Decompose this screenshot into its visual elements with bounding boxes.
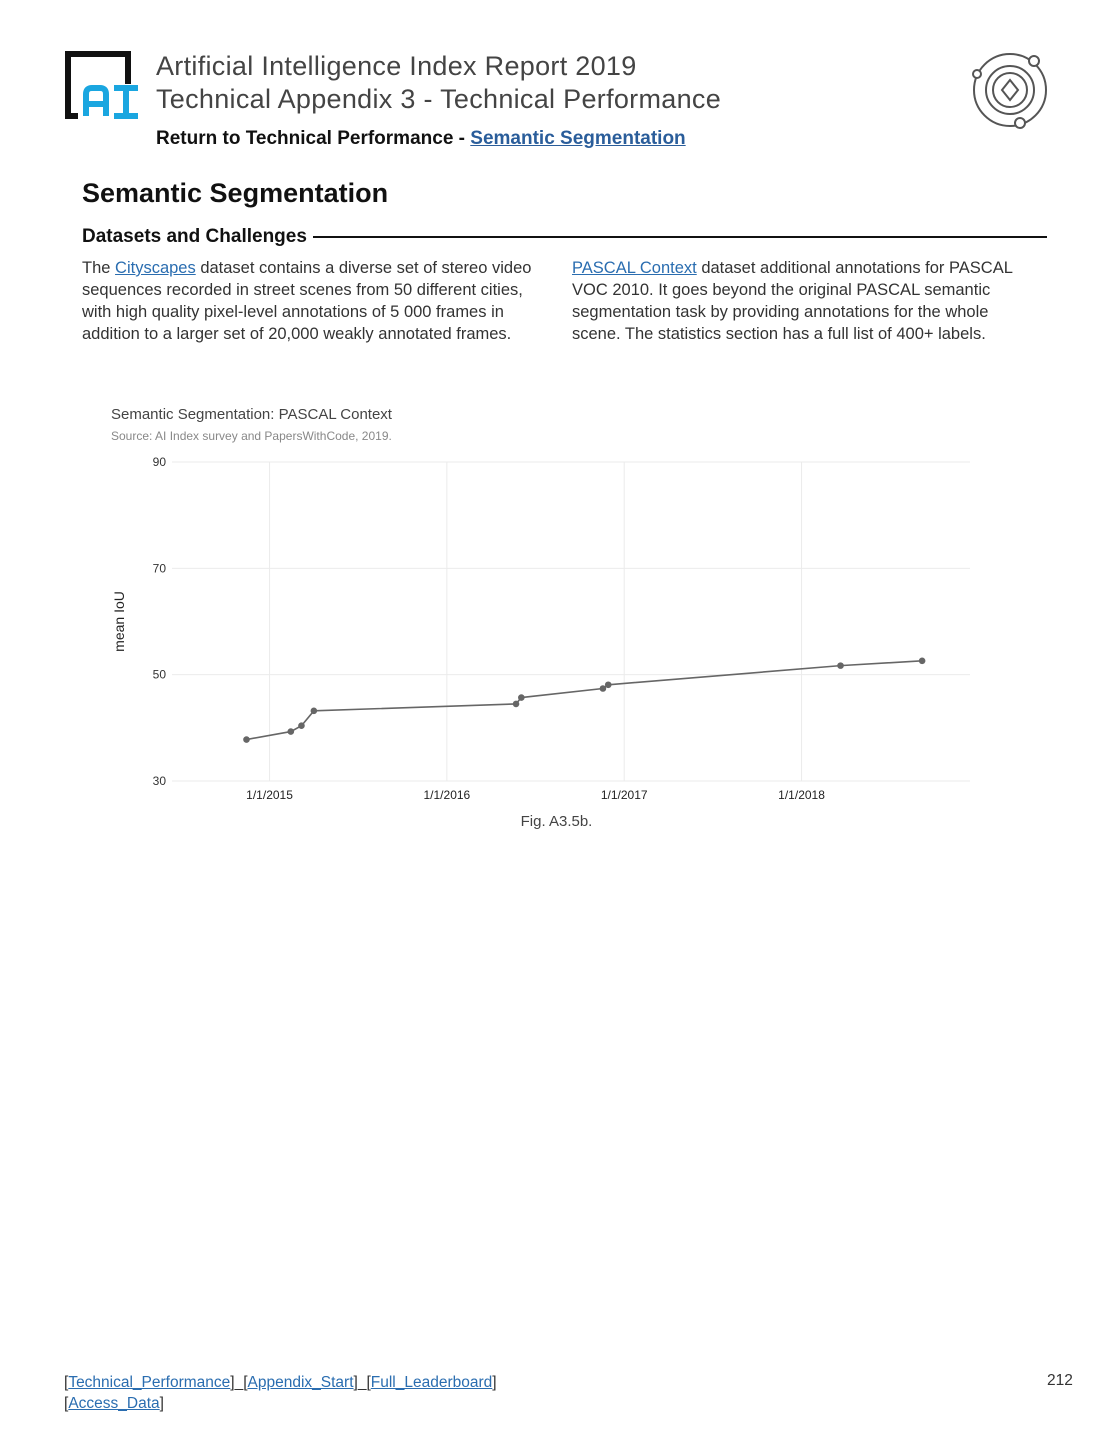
subsection-title: Datasets and Challenges xyxy=(82,226,307,247)
data-point xyxy=(298,722,305,729)
x-tick-label: 1/1/2017 xyxy=(600,788,648,802)
return-prefix: Return to Technical Performance - xyxy=(156,128,471,149)
chart-title: Semantic Segmentation: PASCAL Context xyxy=(111,406,392,423)
y-tick-label: 50 xyxy=(152,667,166,682)
y-tick-label: 30 xyxy=(152,774,166,788)
y-axis-label: mean IoU xyxy=(111,591,127,652)
page-number: 212 xyxy=(1047,1372,1073,1389)
data-point xyxy=(243,736,250,743)
semantic-segmentation-link[interactable]: Semantic Segmentation xyxy=(470,128,686,149)
title-line-1: Artificial Intelligence Index Report 2019 xyxy=(156,51,637,81)
x-tick-label: 1/1/2015 xyxy=(246,788,293,802)
data-point xyxy=(600,685,607,692)
full-leaderboard-link[interactable]: Full_Leaderboard xyxy=(370,1374,493,1391)
data-point xyxy=(919,658,926,665)
y-tick-label: 90 xyxy=(152,455,166,469)
series-line xyxy=(246,661,922,740)
cityscapes-link[interactable]: Cityscapes xyxy=(115,259,196,277)
text: The xyxy=(82,259,116,277)
title-line-2: Technical Appendix 3 - Technical Performance xyxy=(156,84,722,114)
figure-caption: Fig. A3.5b. xyxy=(520,813,593,830)
text: dataset additional annotations for PASCAL VOC 2010. It goes beyond the original PASCAL semantic segmentation task by providing annotations for the whole scene. The statistics section has a full list of 400+ labels. xyxy=(572,259,1013,343)
data-point xyxy=(605,681,612,688)
footer-links: [Technical_Performance]_[Appendix_Start]_[Full_Leaderboard] [Access_Data] xyxy=(64,1374,497,1412)
y-tick-label: 70 xyxy=(152,561,166,576)
appendix-start-link[interactable]: Appendix_Start xyxy=(247,1374,354,1391)
section-title: Semantic Segmentation xyxy=(82,178,389,208)
data-point xyxy=(837,662,844,669)
data-point xyxy=(513,701,520,708)
data-point xyxy=(518,694,525,701)
access-data-link[interactable]: Access_Data xyxy=(68,1395,160,1412)
technical-performance-link[interactable]: Technical_Performance xyxy=(68,1374,231,1391)
data-point xyxy=(288,728,295,735)
data-point xyxy=(311,708,318,715)
chart-subtitle: Source: AI Index survey and PapersWithCode, 2019. xyxy=(111,429,392,443)
pascal-context-link[interactable]: PASCAL Context xyxy=(572,259,697,277)
text: dataset contains a diverse set of stereo video sequences recorded in street scenes from 50 different cities, with high quality pixel-level annotations of 5 000 frames in addition to a larger set of 20,000 weakly annotated frames. xyxy=(82,259,532,343)
x-tick-label: 1/1/2016 xyxy=(423,788,471,802)
x-tick-label: 1/1/2018 xyxy=(778,788,825,802)
